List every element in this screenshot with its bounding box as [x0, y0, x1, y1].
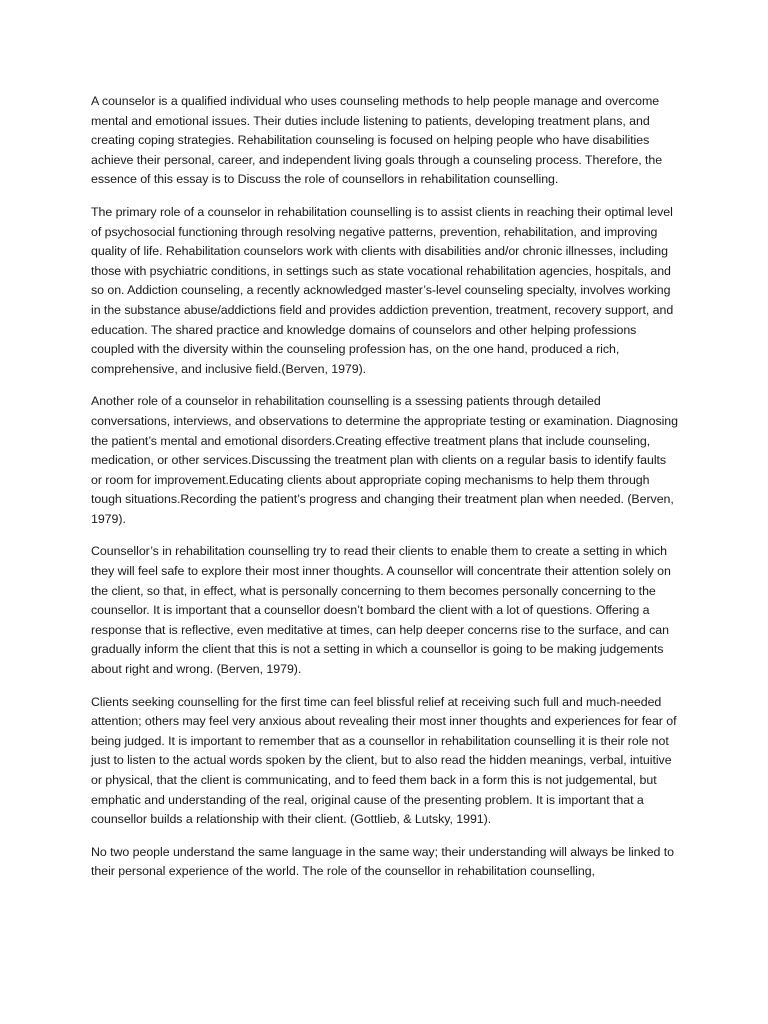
- paragraph-6: No two people understand the same language in the same way; their understanding will always be linked to their personal experience of the world. The role of the counsellor in rehabilitation counselling,: [91, 844, 675, 879]
- paragraph-4: Counsellor’s in rehabilitation counselling try to read their clients to enable them to create a setting in which they will feel safe to explore their most inner thoughts. A counsellor will concentrate their attention solely on the client, so that, in effect, what is personally concerning to them becomes personally concerning to the counsellor. It is important that a counsellor doesn’t bombard the client with a lot of questions. Offering a response that is reflective, even meditative at times, can help deeper concerns rise to the surface, and can gradually inform the client that this is not a setting in which a counsellor is going to be making judgements about right and wrong. (Berven, 1979).: [91, 544, 671, 677]
- paragraph-5: Clients seeking counselling for the first time can feel blissful relief at receiving such full and much-needed attention; others may feel very anxious about revealing their most inner thoughts and experiences for fear of being judged. It is important to remember that as a counsellor in rehabilitation counselling it is their role not just to listen to the actual words spoken by the client, but to also read the hidden meanings, verbal, intuitive or physical, that the client is communicating, and to feed them back in a form this is not judgemental, but emphatic and understanding of the real, original cause of the presenting problem. It is important that a counsellor builds a relationship with their client. (Gottlieb, & Lutsky, 1991).: [91, 694, 677, 827]
- document-body: [91, 92, 679, 895]
- paragraph-2: The primary role of a counselor in rehabilitation counselling is to assist clients in reaching their optimal level of psychosocial functioning through resolving negative patterns, prevention, rehabilitation, and improving quality of life. Rehabilitation counselors work with clients with disabilities and/or chronic illnesses, including those with psychiatric conditions, in settings such as state vocational rehabilitation agencies, hospitals, and so on. Addiction counseling, a recently acknowledged master’s-level counseling specialty, involves working in the substance abuse/addictions field and provides addiction prevention, treatment, recovery support, and education. The shared practice and knowledge domains of counselors and other helping professions coupled with the diversity within the counseling profession has, on the one hand, produced a rich, comprehensive, and inclusive field.(Berven, 1979).: [91, 204, 674, 376]
- paragraph-3: Another role of a counselor in rehabilitation counselling is a ssessing patients through detailed conversations, interviews, and observations to determine the appropriate testing or examination. Diagnosing the patient’s mental and emotional disorders.Creating effective treatment plans that include counseling, medication, or other services.Discussing the treatment plan with clients on a regular basis to identify faults or room for improvement.Educating clients about appropriate coping mechanisms to help them through tough situations.Recording the patient’s progress and changing their treatment plan when needed. (Berven, 1979).: [91, 394, 678, 526]
- paragraph-1: A counselor is a qualified individual who uses counseling methods to help people manage and overcome mental and emotional issues. Their duties include listening to patients, developing treatment plans, and creating coping strategies. Rehabilitation counseling is focused on helping people who have disabilities achieve their personal, career, and independent living goals through a counseling process. Therefore, the essence of this essay is to Discuss the role of counsellors in rehabilitation counselling.: [91, 94, 663, 187]
